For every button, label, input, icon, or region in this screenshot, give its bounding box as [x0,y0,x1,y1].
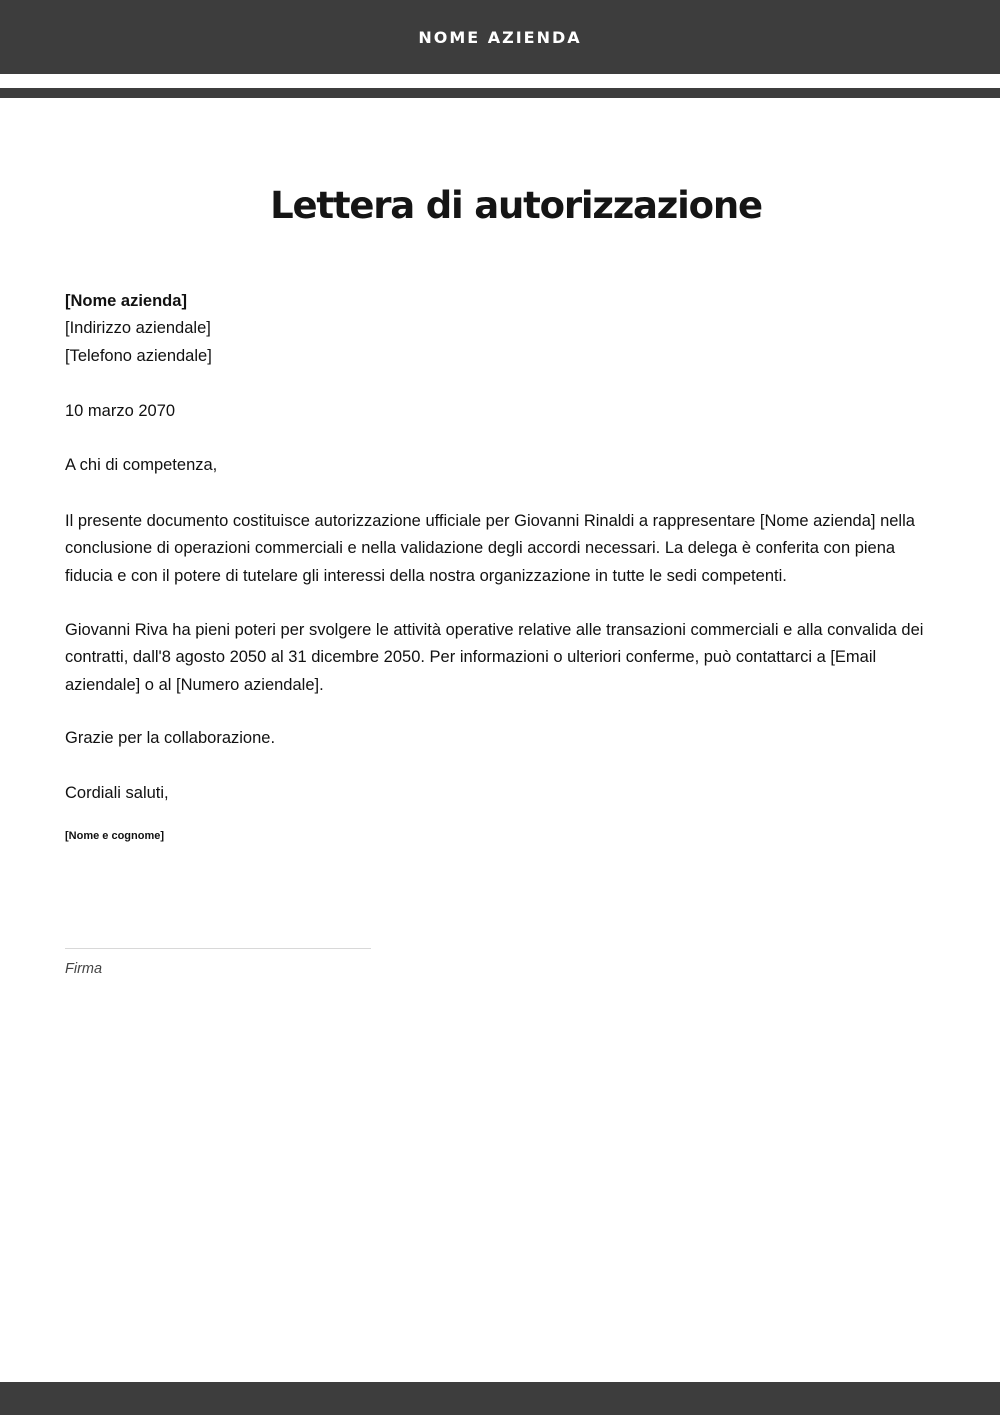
signature-label: Firma [65,961,103,977]
header-bar [0,0,1000,74]
salutation: A chi di competenza, [65,456,218,475]
closing-line: Cordiali saluti, [65,783,169,802]
sender-phone: [Telefono aziendale] [65,346,212,365]
signature-line [65,948,371,949]
signer-name: [Nome e cognome] [65,830,165,843]
sender-company-name: [Nome azienda] [65,292,187,310]
company-name-header: NOME AZIENDA [418,27,582,47]
footer-bar [0,1382,1000,1415]
thanks-line: Grazie per la collaborazione. [65,729,276,748]
body-paragraph-1: Il presente documento costituisce autorizzazione ufficiale per Giovanni Rinaldi a rappresentare [Nome azienda] nella conclusione di operazioni commerciali e nella validazione degli accordi necessari. La delega è conferita con piena fiducia e con il potere di tutelare gli interessi della nostra organizzazione in tutte le sedi competenti. [65,511,915,585]
letter-date: 10 marzo 2070 [65,401,176,420]
sender-address: [Indirizzo aziendale] [65,319,211,338]
letter-body [65,288,935,844]
header-stripe [0,88,1000,98]
document-title: Lettera di autorizzazione [270,184,762,227]
body-paragraph-2: Giovanni Riva ha pieni poteri per svolgere le attività operative relative alle transazioni commerciali e alla convalida dei contratti, dall'8 agosto 2050 al 31 dicembre 2050. Per informazioni o ulteriori conferme, può contattarci a [Email aziendale] o al [Numero aziendale]. [65,621,924,694]
